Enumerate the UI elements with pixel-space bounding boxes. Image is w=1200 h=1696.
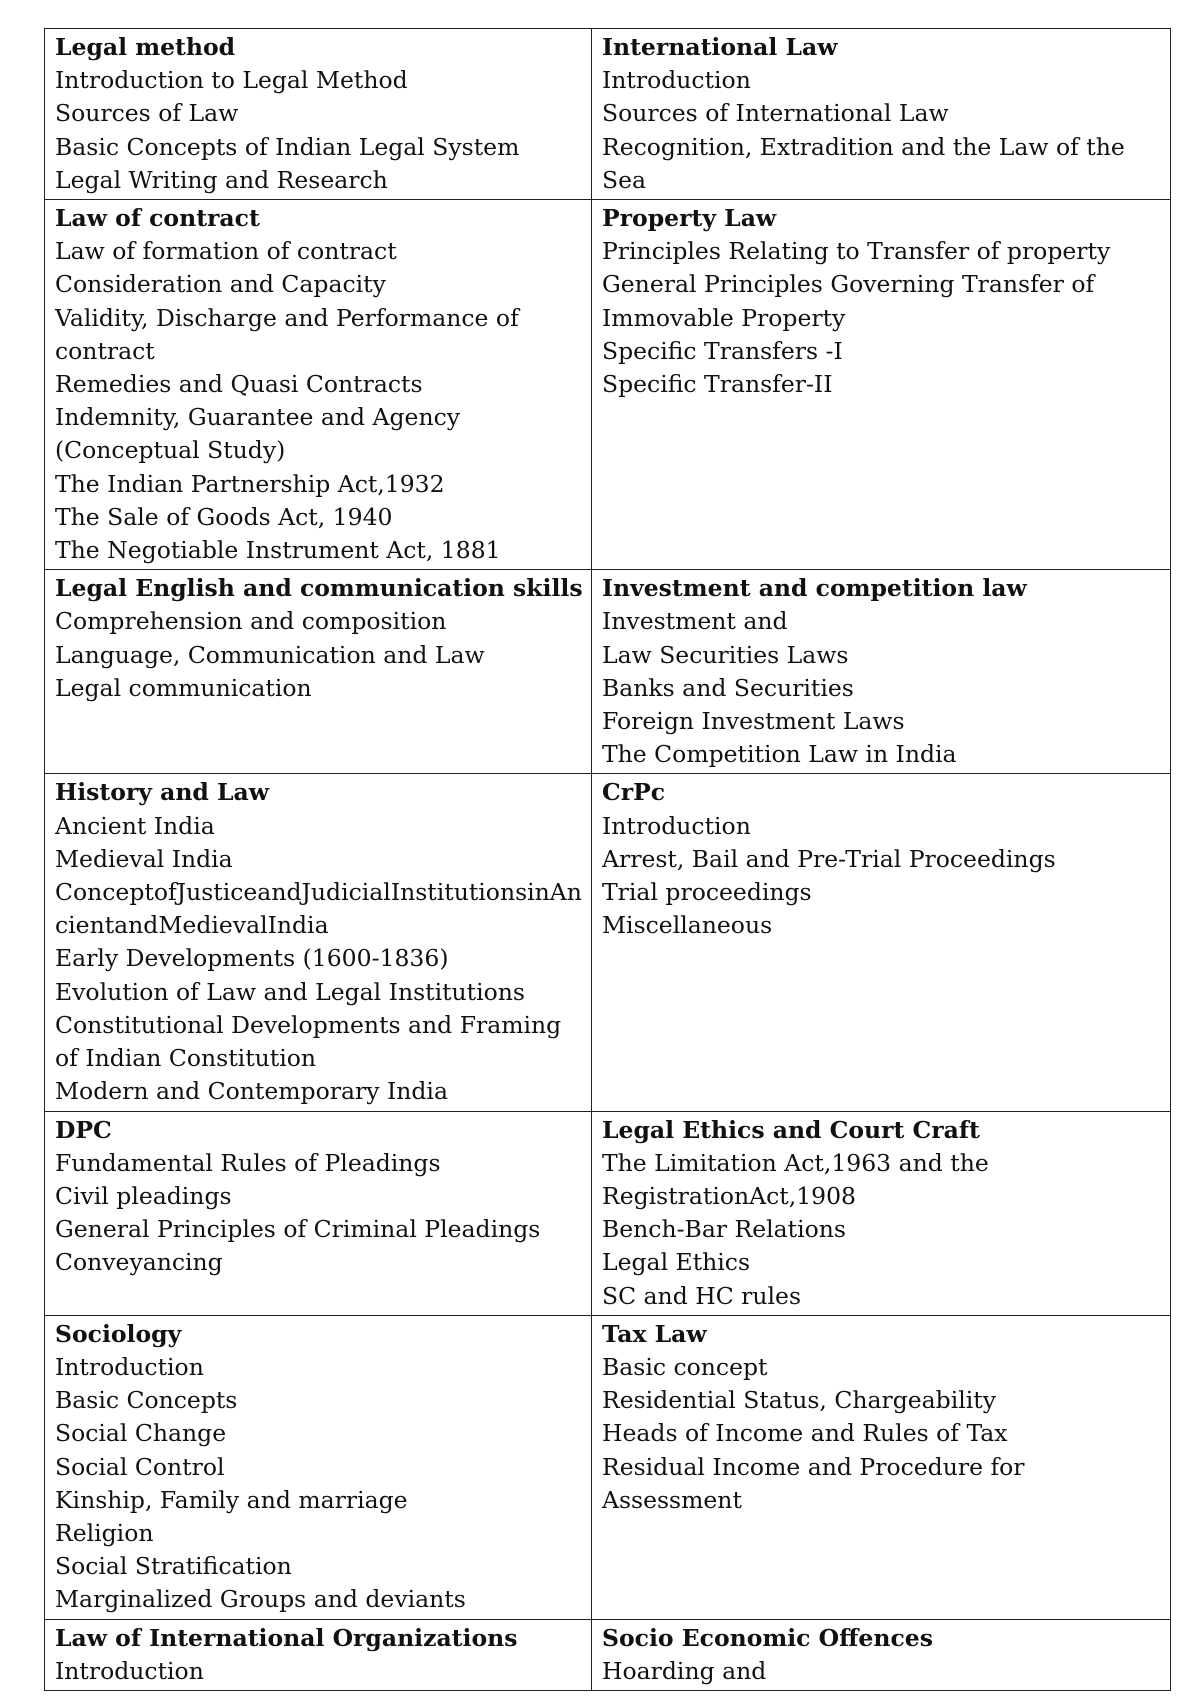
topic-item: Heads of Income and Rules of Tax	[602, 1419, 1008, 1448]
topic-item: Introduction	[602, 66, 751, 95]
topic-item: Introduction to Legal Method	[55, 66, 408, 95]
topic-item: Law of formation of contract	[55, 237, 397, 266]
subject-title: Tax Law	[602, 1319, 707, 1348]
topic-item: Introduction	[602, 811, 751, 840]
subject-cell-right	[592, 200, 1171, 570]
topic-item: Introduction	[55, 1656, 204, 1685]
table-row	[45, 570, 1171, 774]
topic-item: Social Change	[55, 1419, 227, 1448]
subject-title: Sociology	[55, 1319, 182, 1348]
subject-title: Property Law	[602, 204, 777, 233]
topic-item: Principles Relating to Transfer of property	[602, 237, 1111, 266]
subject-title: International Law	[602, 33, 838, 61]
subject-title: Legal English and communication skills	[55, 574, 583, 603]
topic-item: Legal Writing and Research	[55, 165, 388, 194]
topic-item: Social Control	[55, 1452, 225, 1481]
topic-item: Legal communication	[55, 673, 312, 702]
document-page	[44, 28, 1170, 1691]
topic-item: Introduction	[55, 1352, 204, 1381]
topic-item: The Indian Partnership Act,1932	[55, 469, 445, 498]
topic-item: Foreign Investment Laws	[602, 707, 905, 736]
topic-item: Validity, Discharge and Performance of contract	[55, 303, 519, 365]
topic-item: Law Securities Laws	[602, 640, 849, 669]
topic-item: Modern and Contemporary India	[55, 1077, 448, 1106]
subject-cell-left	[45, 1111, 592, 1315]
subject-cell-right	[592, 774, 1171, 1111]
topic-item: Civil pleadings	[55, 1181, 232, 1210]
topic-item: SC and HC rules	[602, 1281, 802, 1310]
topic-item: Early Developments (1600-1836)	[55, 944, 449, 973]
topic-item: Trial proceedings	[602, 878, 812, 907]
subject-cell-right	[592, 1619, 1171, 1690]
subject-cell-left	[45, 200, 592, 570]
topic-item: General Principles Governing Transfer of Immovable Property	[602, 270, 1095, 332]
syllabus-table-body	[45, 29, 1171, 1691]
topic-item: Specific Transfer-II	[602, 370, 833, 399]
topic-item: Residential Status, Chargeability	[602, 1386, 996, 1415]
subject-cell-right	[592, 1315, 1171, 1619]
topic-item: Residual Income and Procedure for Assessment	[602, 1452, 1025, 1514]
topic-item: Basic Concepts	[55, 1386, 238, 1415]
topic-item: Basic concept	[602, 1352, 768, 1381]
topic-item: Sources of Law	[55, 99, 239, 128]
topic-item: Basic Concepts of Indian Legal System	[55, 132, 520, 161]
table-row	[45, 29, 1171, 200]
subject-title: Legal method	[55, 33, 236, 61]
topic-item: Hoarding and	[602, 1656, 767, 1685]
topic-item: The Limitation Act,1963 and the RegistrationAct,1908	[602, 1148, 989, 1210]
subject-title: Socio Economic Offences	[602, 1623, 933, 1652]
subject-title: Investment and competition law	[602, 574, 1027, 603]
subject-cell-left	[45, 1315, 592, 1619]
topic-item: Consideration and Capacity	[55, 270, 386, 299]
topic-item: Banks and Securities	[602, 673, 854, 702]
subject-cell-left	[45, 570, 592, 774]
table-row	[45, 1315, 1171, 1619]
syllabus-table	[44, 28, 1171, 1691]
topic-item: Specific Transfers -I	[602, 336, 843, 365]
topic-item: Remedies and Quasi Contracts	[55, 370, 423, 399]
topic-item: Evolution of Law and Legal Institutions	[55, 977, 525, 1006]
table-row	[45, 1619, 1171, 1690]
topic-item: General Principles of Criminal Pleadings	[55, 1215, 541, 1244]
topic-item: Social Stratification	[55, 1552, 292, 1581]
subject-title: DPC	[55, 1115, 112, 1144]
subject-title: Law of contract	[55, 204, 260, 233]
subject-cell-right	[592, 1111, 1171, 1315]
subject-title: Law of International Organizations	[55, 1623, 518, 1652]
subject-cell-right	[592, 29, 1171, 200]
topic-item: Sources of International Law	[602, 99, 949, 128]
subject-cell-left	[45, 1619, 592, 1690]
topic-item: The Competition Law in India	[602, 740, 957, 769]
topic-item: Religion	[55, 1518, 154, 1547]
topic-item: Arrest, Bail and Pre-Trial Proceedings	[602, 844, 1056, 873]
topic-item: Bench-Bar Relations	[602, 1215, 846, 1244]
topic-item: Conveyancing	[55, 1248, 223, 1277]
subject-cell-right	[592, 570, 1171, 774]
topic-item: Medieval India	[55, 844, 233, 873]
topic-item: Ancient India	[55, 811, 215, 840]
subject-cell-left	[45, 29, 592, 200]
topic-item: The Sale of Goods Act, 1940	[55, 502, 393, 531]
subject-title: History and Law	[55, 778, 270, 807]
subject-title: Legal Ethics and Court Craft	[602, 1115, 980, 1144]
topic-item: Fundamental Rules of Pleadings	[55, 1148, 441, 1177]
topic-item: Kinship, Family and marriage	[55, 1485, 408, 1514]
subject-cell-left	[45, 774, 592, 1111]
topic-item: Investment and	[602, 607, 788, 636]
topic-item: Miscellaneous	[602, 911, 773, 940]
topic-item: Constitutional Developments and Framing of Indian Constitution	[55, 1010, 562, 1073]
topic-item: Legal Ethics	[602, 1248, 751, 1277]
topic-item: Recognition, Extradition and the Law of the Sea	[602, 132, 1125, 194]
table-row	[45, 774, 1171, 1111]
topic-item: Indemnity, Guarantee and Agency (Conceptual Study)	[55, 403, 461, 465]
table-row	[45, 1111, 1171, 1315]
topic-item: Language, Communication and Law	[55, 640, 485, 669]
topic-item: Comprehension and composition	[55, 607, 447, 636]
topic-item: Marginalized Groups and deviants	[55, 1585, 466, 1614]
table-row	[45, 200, 1171, 570]
subject-title: CrPc	[602, 778, 666, 807]
topic-item: The Negotiable Instrument Act, 1881	[55, 536, 501, 565]
topic-item: ConceptofJusticeandJudicialInstitutionsinAncientandMedievalIndia	[55, 878, 582, 940]
